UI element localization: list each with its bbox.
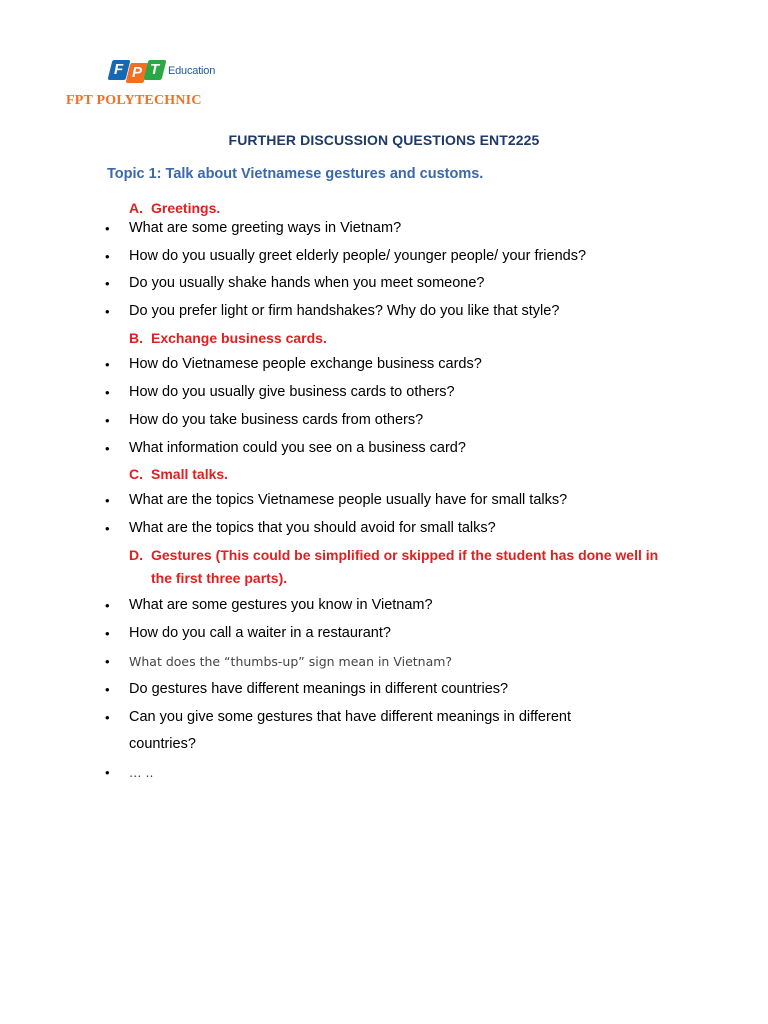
bullet-icon: • bbox=[105, 682, 110, 697]
logo-tile-p: P bbox=[126, 63, 149, 83]
bullet-icon: • bbox=[105, 357, 110, 372]
list-item bbox=[105, 487, 567, 514]
list-item bbox=[105, 407, 423, 434]
bullet-icon: • bbox=[105, 626, 110, 641]
question-text: What are some gestures you know in Vietnam? bbox=[129, 597, 433, 613]
list-item bbox=[105, 648, 452, 675]
section-heading-greetings bbox=[129, 200, 220, 216]
logo-wordmark: FPT POLYTECHNIC bbox=[66, 93, 202, 108]
bullet-icon: • bbox=[105, 521, 110, 536]
fpt-education-logo bbox=[66, 58, 237, 112]
question-text: How do Vietnamese people exchange business cards? bbox=[129, 356, 482, 372]
bullet-icon: • bbox=[105, 413, 110, 428]
section-letter: C. bbox=[129, 466, 143, 482]
list-item bbox=[105, 704, 571, 758]
list-item bbox=[105, 351, 482, 378]
bullet-icon: • bbox=[105, 249, 110, 264]
question-text: Do you usually shake hands when you meet someone? bbox=[129, 275, 485, 291]
section-heading-gestures bbox=[129, 547, 658, 586]
section-heading-business-cards bbox=[129, 330, 327, 346]
bullet-icon: • bbox=[105, 441, 110, 456]
section-title: Gestures (This could be simplified or skipped if the student has done well in bbox=[151, 547, 659, 563]
bullet-icon: • bbox=[105, 276, 110, 291]
list-item bbox=[105, 592, 433, 619]
question-text: What are the topics Vietnamese people usually have for small talks? bbox=[129, 492, 568, 508]
topic-heading: Topic 1: Talk about Vietnamese gestures and customs. bbox=[107, 166, 484, 182]
logo-tile-t: T bbox=[144, 60, 167, 80]
question-text: How do you take business cards from others? bbox=[129, 412, 424, 428]
list-item bbox=[105, 298, 559, 325]
bullet-icon: • bbox=[105, 654, 110, 669]
section-title: Greetings. bbox=[151, 200, 221, 216]
question-text: What are the topics that you should avoid for small talks? bbox=[129, 520, 496, 536]
bullet-icon: • bbox=[105, 385, 110, 400]
question-text: What information could you see on a business card? bbox=[129, 440, 466, 456]
list-item bbox=[105, 270, 484, 297]
question-text bbox=[129, 704, 571, 758]
bullet-icon: • bbox=[105, 304, 110, 319]
bullet-icon: • bbox=[105, 493, 110, 508]
logo-tile-f: F bbox=[108, 60, 131, 80]
question-text-line2: countries? bbox=[129, 736, 196, 752]
logo-education-text: Education bbox=[168, 65, 216, 77]
section-letter: D. bbox=[129, 547, 143, 563]
section-letter: A. bbox=[129, 200, 143, 216]
question-text: Do gestures have different meanings in different countries? bbox=[129, 681, 509, 697]
list-item bbox=[105, 379, 455, 406]
list-item bbox=[105, 435, 466, 462]
question-text: What does the “thumbs-up” sign mean in Vietnam? bbox=[129, 654, 453, 669]
question-text: How do you usually give business cards to others? bbox=[129, 384, 455, 400]
question-text: Do you prefer light or firm handshakes? Why do you like that style? bbox=[129, 303, 560, 319]
list-item bbox=[105, 620, 391, 647]
question-text: What are some greeting ways in Vietnam? bbox=[129, 220, 402, 236]
question-text: How do you call a waiter in a restaurant? bbox=[129, 625, 391, 641]
list-item bbox=[105, 676, 508, 703]
list-item bbox=[105, 243, 586, 270]
list-item bbox=[105, 759, 153, 786]
question-text: How do you usually greet elderly people/ younger people/ your friends? bbox=[129, 248, 587, 264]
ellipsis-text: … .. bbox=[129, 765, 154, 780]
section-title: Exchange business cards. bbox=[151, 330, 327, 346]
section-heading-small-talks bbox=[129, 466, 228, 482]
section-title: Small talks. bbox=[151, 466, 229, 482]
fpt-logo-mark bbox=[107, 60, 165, 84]
bullet-icon: • bbox=[105, 221, 110, 236]
list-item bbox=[105, 215, 401, 242]
section-letter: B. bbox=[129, 330, 143, 346]
question-text-line1: Can you give some gestures that have different meanings in different bbox=[129, 709, 571, 725]
document-title: FURTHER DISCUSSION QUESTIONS ENT2225 bbox=[228, 132, 540, 148]
bullet-icon: • bbox=[105, 765, 110, 780]
section-title-continued: the first three parts). bbox=[151, 570, 288, 586]
list-item bbox=[105, 515, 496, 542]
bullet-icon: • bbox=[105, 710, 110, 725]
bullet-icon: • bbox=[105, 598, 110, 613]
